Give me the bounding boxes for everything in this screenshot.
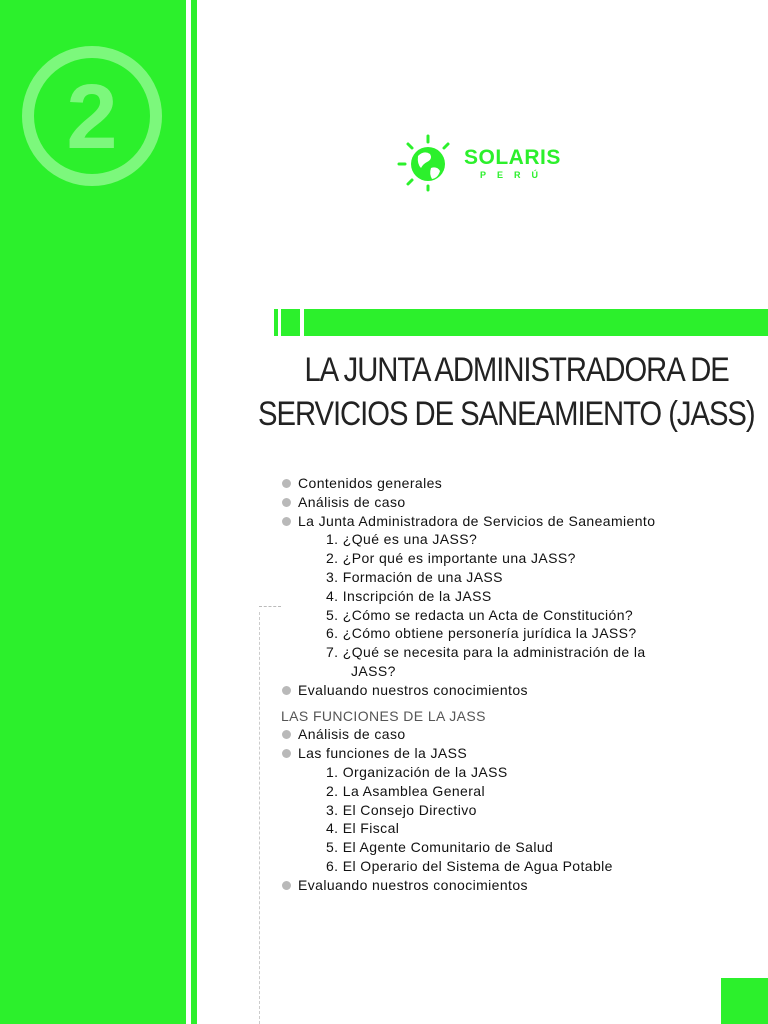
bullet-icon bbox=[282, 498, 291, 507]
list-item-label: La Junta Administradora de Servicios de Saneamiento bbox=[298, 512, 656, 529]
numbered-item: 2. ¿Por qué es importante una JASS? bbox=[326, 550, 576, 567]
dashed-margin-line bbox=[259, 612, 260, 1024]
list-item bbox=[281, 725, 761, 744]
list-item bbox=[281, 474, 761, 493]
list-item-label: Análisis de caso bbox=[298, 493, 406, 510]
bullet-icon bbox=[282, 881, 291, 890]
list-item-label: Las funciones de la JASS bbox=[298, 745, 468, 762]
numbered-item: 3. Formación de una JASS bbox=[326, 568, 503, 585]
corner-green-square bbox=[721, 978, 768, 1024]
list-item bbox=[281, 681, 761, 700]
bullet-icon bbox=[282, 749, 291, 758]
numbered-item: 2. La Asamblea General bbox=[326, 782, 486, 799]
list-item-label: Evaluando nuestros conocimientos bbox=[298, 681, 528, 698]
numbered-item: 6. El Operario del Sistema de Agua Potable bbox=[326, 857, 613, 874]
list-item-label: Evaluando nuestros conocimientos bbox=[298, 876, 528, 893]
list-item bbox=[281, 744, 761, 763]
logo-country: PERÚ bbox=[480, 170, 550, 180]
dashed-mark bbox=[259, 606, 281, 607]
table-of-contents bbox=[281, 474, 761, 895]
list-item bbox=[281, 876, 761, 895]
chapter-number: 2 bbox=[66, 66, 118, 168]
numbered-item: 1. ¿Qué es una JASS? bbox=[326, 531, 478, 548]
chapter-number-emblem bbox=[20, 44, 164, 188]
list-item bbox=[281, 493, 761, 512]
band-stripe bbox=[191, 0, 197, 1024]
numbered-item: 6. ¿Cómo obtiene personería jurídica la JASS? bbox=[326, 625, 637, 642]
list-item-label: Contenidos generales bbox=[298, 475, 443, 491]
bullet-icon bbox=[282, 517, 291, 526]
numbered-item: 5. El Agente Comunitario de Salud bbox=[326, 839, 554, 856]
list-item bbox=[281, 512, 761, 531]
section-heading: LAS FUNCIONES DE LA JASS bbox=[281, 707, 486, 724]
sun-globe-icon bbox=[396, 132, 460, 192]
title-line-2: SERVICIOS DE SANEAMIENTO (JASS) bbox=[258, 395, 755, 433]
numbered-item: 7. ¿Qué se necesita para la administración de la bbox=[326, 644, 646, 661]
numbered-item-continuation: JASS? bbox=[351, 662, 396, 679]
bullet-icon bbox=[282, 730, 291, 739]
bullet-icon bbox=[282, 686, 291, 695]
page-title bbox=[258, 348, 755, 436]
header-bar bbox=[304, 309, 768, 336]
list-item-label: Análisis de caso bbox=[298, 726, 406, 743]
logo-name: SOLARIS bbox=[464, 146, 561, 169]
numbered-item: 1. Organización de la JASS bbox=[326, 763, 508, 780]
numbered-item: 3. El Consejo Directivo bbox=[326, 801, 477, 818]
numbered-item: 4. Inscripción de la JASS bbox=[326, 587, 492, 604]
solaris-logo bbox=[396, 132, 586, 192]
numbered-item: 4. El Fiscal bbox=[326, 820, 400, 837]
title-line-1: LA JUNTA ADMINISTRADORA DE bbox=[304, 351, 729, 389]
bullet-icon bbox=[282, 479, 291, 488]
header-bar-segment bbox=[274, 309, 278, 336]
numbered-item: 5. ¿Cómo se redacta un Acta de Constitución? bbox=[326, 606, 634, 623]
header-bar-segment bbox=[281, 309, 300, 336]
